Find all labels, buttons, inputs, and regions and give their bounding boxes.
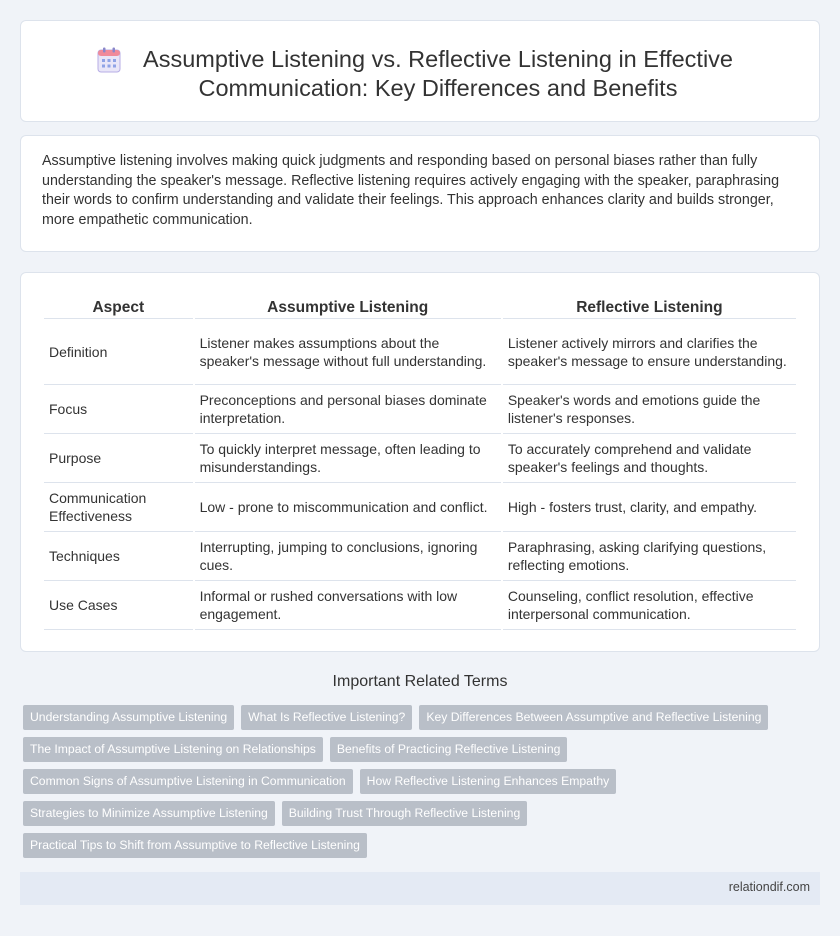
cell-assumptive: Listener makes assumptions about the speaker's message without full understanding. [195, 319, 501, 385]
related-term-tag[interactable]: Understanding Assumptive Listening [23, 705, 234, 730]
intro-paragraph: Assumptive listening involves making quick judgments and responding based on personal biases rather than fully understanding the speaker's message. Reflective listening requires actively engaging with the speaker, paraphrasing their words to confirm understanding and validate their feelings. This approach enhances clarity and builds stronger, more empathetic communication. [42, 153, 780, 228]
cell-reflective: Speaker's words and emotions guide the listener's responses. [503, 385, 796, 434]
cell-assumptive: Informal or rushed conversations with low engagement. [195, 581, 501, 630]
cell-aspect: Definition [44, 319, 193, 385]
cell-aspect: Use Cases [44, 581, 193, 630]
tag-row [23, 833, 783, 858]
cell-aspect: Communication Effectiveness [44, 483, 193, 532]
cell-assumptive: Preconceptions and personal biases dominate interpretation. [195, 385, 501, 434]
cell-aspect: Techniques [44, 532, 193, 581]
related-term-tag[interactable]: Benefits of Practicing Reflective Listening [330, 737, 568, 762]
intro-card [20, 135, 820, 252]
cell-reflective: Paraphrasing, asking clarifying questions, reflecting emotions. [503, 532, 796, 581]
table-row [44, 385, 796, 434]
related-term-tag[interactable]: Building Trust Through Reflective Listening [282, 801, 527, 826]
header-reflective: Reflective Listening [503, 297, 796, 319]
title-card [20, 20, 820, 122]
title-wrap [21, 45, 819, 103]
comparison-table [42, 297, 798, 630]
related-terms-title: Important Related Terms [332, 673, 508, 690]
related-terms-list [23, 705, 783, 865]
cell-assumptive: Interrupting, jumping to conclusions, ignoring cues. [195, 532, 501, 581]
table-row [44, 581, 796, 630]
table-row [44, 483, 796, 532]
related-term-tag[interactable]: What Is Reflective Listening? [241, 705, 412, 730]
cell-reflective: To accurately comprehend and validate speaker's feelings and thoughts. [503, 434, 796, 483]
related-term-tag[interactable]: How Reflective Listening Enhances Empathy [360, 769, 617, 794]
calendar-icon [97, 47, 121, 73]
footer [20, 872, 820, 905]
tag-row [23, 705, 783, 730]
footer-site-link[interactable]: relationdif.com [728, 880, 810, 894]
comparison-card [20, 272, 820, 652]
table-row [44, 319, 796, 385]
cell-aspect: Focus [44, 385, 193, 434]
cell-reflective: High - fosters trust, clarity, and empathy. [503, 483, 796, 532]
related-term-tag[interactable]: The Impact of Assumptive Listening on Relationships [23, 737, 323, 762]
related-term-tag[interactable]: Common Signs of Assumptive Listening in Communication [23, 769, 353, 794]
page-title: Assumptive Listening vs. Reflective Listening in Effective Communication: Key Differences and Benefits [143, 46, 733, 101]
cell-reflective: Counseling, conflict resolution, effective interpersonal communication. [503, 581, 796, 630]
table-row [44, 532, 796, 581]
header-aspect: Aspect [44, 297, 193, 319]
related-term-tag[interactable]: Strategies to Minimize Assumptive Listening [23, 801, 275, 826]
related-term-tag[interactable]: Key Differences Between Assumptive and Reflective Listening [419, 705, 768, 730]
tag-row [23, 769, 783, 794]
tag-row [23, 737, 783, 762]
cell-assumptive: Low - prone to miscommunication and conflict. [195, 483, 501, 532]
cell-reflective: Listener actively mirrors and clarifies the speaker's message to ensure understanding. [503, 319, 796, 385]
tag-row [23, 801, 783, 826]
table-header-row [44, 297, 796, 319]
header-assumptive: Assumptive Listening [195, 297, 501, 319]
cell-aspect: Purpose [44, 434, 193, 483]
table-row [44, 434, 796, 483]
cell-assumptive: To quickly interpret message, often leading to misunderstandings. [195, 434, 501, 483]
related-term-tag[interactable]: Practical Tips to Shift from Assumptive to Reflective Listening [23, 833, 367, 858]
